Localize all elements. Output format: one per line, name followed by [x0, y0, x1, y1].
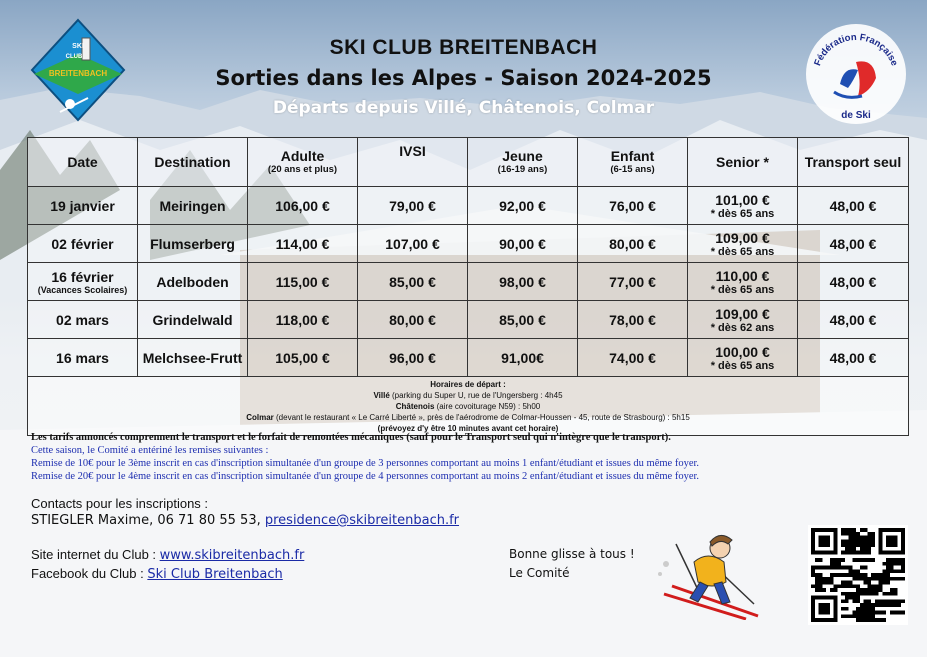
cell-ivsi: 85,00 € — [358, 263, 468, 301]
season-subtitle: Sorties dans les Alpes - Saison 2024-2025 — [215, 66, 712, 90]
contact-name-phone: STIEGLER Maxime, 06 71 80 55 53, — [31, 513, 265, 528]
club-title: SKI CLUB BREITENBACH — [329, 36, 598, 59]
cell-jeune: 90,00 € — [468, 225, 578, 263]
departure-times-cell — [28, 377, 909, 436]
cell-jeune: 98,00 € — [468, 263, 578, 301]
ffs-logo-bottom-text: de Ski — [841, 110, 871, 121]
horaires-title: Horaires de départ : — [430, 379, 506, 389]
cell-jeune: 92,00 € — [468, 187, 578, 225]
cell-destination: Meiringen — [138, 187, 248, 225]
header-cell-enfant: Enfant (6-15 ans) — [578, 138, 688, 187]
table-row — [28, 187, 909, 225]
horaires-row — [28, 377, 909, 436]
cell-ivsi: 79,00 € — [358, 187, 468, 225]
departures-subtitle: Départs depuis Villé, Châtenois, Colmar — [272, 98, 655, 118]
cell-enfant: 77,00 € — [578, 263, 688, 301]
cell-destination: Grindelwald — [138, 301, 248, 339]
table-row — [28, 339, 909, 377]
skier-illustration — [654, 524, 774, 620]
cell-ivsi: 96,00 € — [358, 339, 468, 377]
cell-date: 16 mars — [28, 339, 138, 377]
table-row — [28, 263, 909, 301]
cell-adulte: 106,00 € — [248, 187, 358, 225]
remises-intro: Cette saison, le Comité a entériné les remises suivantes : — [31, 445, 269, 456]
cell-transport: 48,00 € — [798, 263, 909, 301]
cell-senior: 100,00 € * dès 65 ans — [688, 339, 798, 377]
horaires-note: (prévoyez d'y être 10 minutes avant cet horaire) — [377, 423, 559, 433]
header-cell-adulte: Adulte (20 ans et plus) — [248, 138, 358, 187]
cell-senior: 110,00 € * dès 65 ans — [688, 263, 798, 301]
greeting-text: Bonne glisse à tous ! — [509, 547, 635, 561]
contact-email-link[interactable]: presidence@skibreitenbach.fr — [264, 513, 460, 528]
header-cell-transport: Transport seul — [798, 138, 909, 187]
cell-ivsi: 80,00 € — [358, 301, 468, 339]
cell-date: 02 mars — [28, 301, 138, 339]
horaire-ville: Villé (parking du Super U, rue de l'Ungersberg : 4h45 — [373, 390, 563, 400]
logo-text-club: CLUB — [65, 54, 83, 60]
cell-date: 19 janvier — [28, 187, 138, 225]
table-header-row — [28, 138, 909, 187]
qr-code[interactable] — [808, 525, 908, 625]
horaire-colmar: Colmar (devant le restaurant « Le Carré Liberté », près de l'aérodrome de Colmar-Houssen - 45, route de Strasbourg) : 5h15 — [246, 412, 690, 422]
cell-enfant: 80,00 € — [578, 225, 688, 263]
table-row — [28, 225, 909, 263]
cell-destination: Flumserberg — [138, 225, 248, 263]
cell-adulte: 114,00 € — [248, 225, 358, 263]
cell-senior: 109,00 € * dès 62 ans — [688, 301, 798, 339]
tariff-table — [27, 137, 909, 436]
horaire-chatenois: Châtenois (aire covoiturage N59) : 5h00 — [395, 401, 541, 411]
cell-transport: 48,00 € — [798, 187, 909, 225]
cell-enfant: 78,00 € — [578, 301, 688, 339]
site-link[interactable]: www.skibreitenbach.fr — [159, 548, 305, 563]
logo-text-ski: SKI — [72, 43, 84, 50]
cell-adulte: 105,00 € — [248, 339, 358, 377]
cell-adulte: 118,00 € — [248, 301, 358, 339]
cell-transport: 48,00 € — [798, 225, 909, 263]
cell-enfant: 76,00 € — [578, 187, 688, 225]
facebook-link[interactable]: Ski Club Breitenbach — [147, 567, 283, 582]
signature-text: Le Comité — [509, 566, 570, 580]
facebook-label: Facebook du Club : — [31, 566, 148, 581]
tarifs-note: Les tarifs annoncés comprennent le transport et le forfait de remontées mécaniques (sauf pour le Transport seul qui n'intègre que le transport). — [31, 432, 671, 443]
remise-1: Remise de 10€ pour le 3ème inscrit en cas d'inscription simultanée d'un groupe de 3 personnes comportant au moins 1 enfant/étudiant et issues du même foyer. — [31, 458, 700, 469]
ffs-logo-top-text: Fédération Française — [812, 31, 900, 68]
header-cell-senior: Senior * — [688, 138, 798, 187]
site-line — [31, 547, 304, 563]
table-row — [28, 301, 909, 339]
header-cell-jeune: Jeune (16-19 ans) — [468, 138, 578, 187]
cell-ivsi: 107,00 € — [358, 225, 468, 263]
contacts-label: Contacts pour les inscriptions : — [31, 496, 209, 511]
cell-senior: 101,00 € * dès 65 ans — [688, 187, 798, 225]
header-cell-destination: Destination — [138, 138, 248, 187]
logo-text-breitenbach: BREITENBACH — [48, 69, 108, 78]
facebook-line — [31, 566, 283, 582]
cell-destination: Melchsee-Frutt — [138, 339, 248, 377]
cell-destination: Adelboden — [138, 263, 248, 301]
site-label: Site internet du Club : — [31, 547, 160, 562]
cell-transport: 48,00 € — [798, 339, 909, 377]
cell-date: 16 février (Vacances Scolaires) — [28, 263, 138, 301]
cell-transport: 48,00 € — [798, 301, 909, 339]
header-cell-ivsi: IVSI — [358, 138, 468, 187]
remise-2: Remise de 20€ pour le 4ème inscrit en cas d'inscription simultanée d'un groupe de 4 personnes comportant au moins 2 enfant/étudiant et issues du même foyer. — [31, 471, 700, 482]
header-cell-date: Date — [28, 138, 138, 187]
cell-date: 02 février — [28, 225, 138, 263]
cell-adulte: 115,00 € — [248, 263, 358, 301]
contact-line — [31, 513, 459, 528]
cell-jeune: 85,00 € — [468, 301, 578, 339]
cell-jeune: 91,00€ — [468, 339, 578, 377]
cell-senior: 109,00 € * dès 65 ans — [688, 225, 798, 263]
cell-enfant: 74,00 € — [578, 339, 688, 377]
